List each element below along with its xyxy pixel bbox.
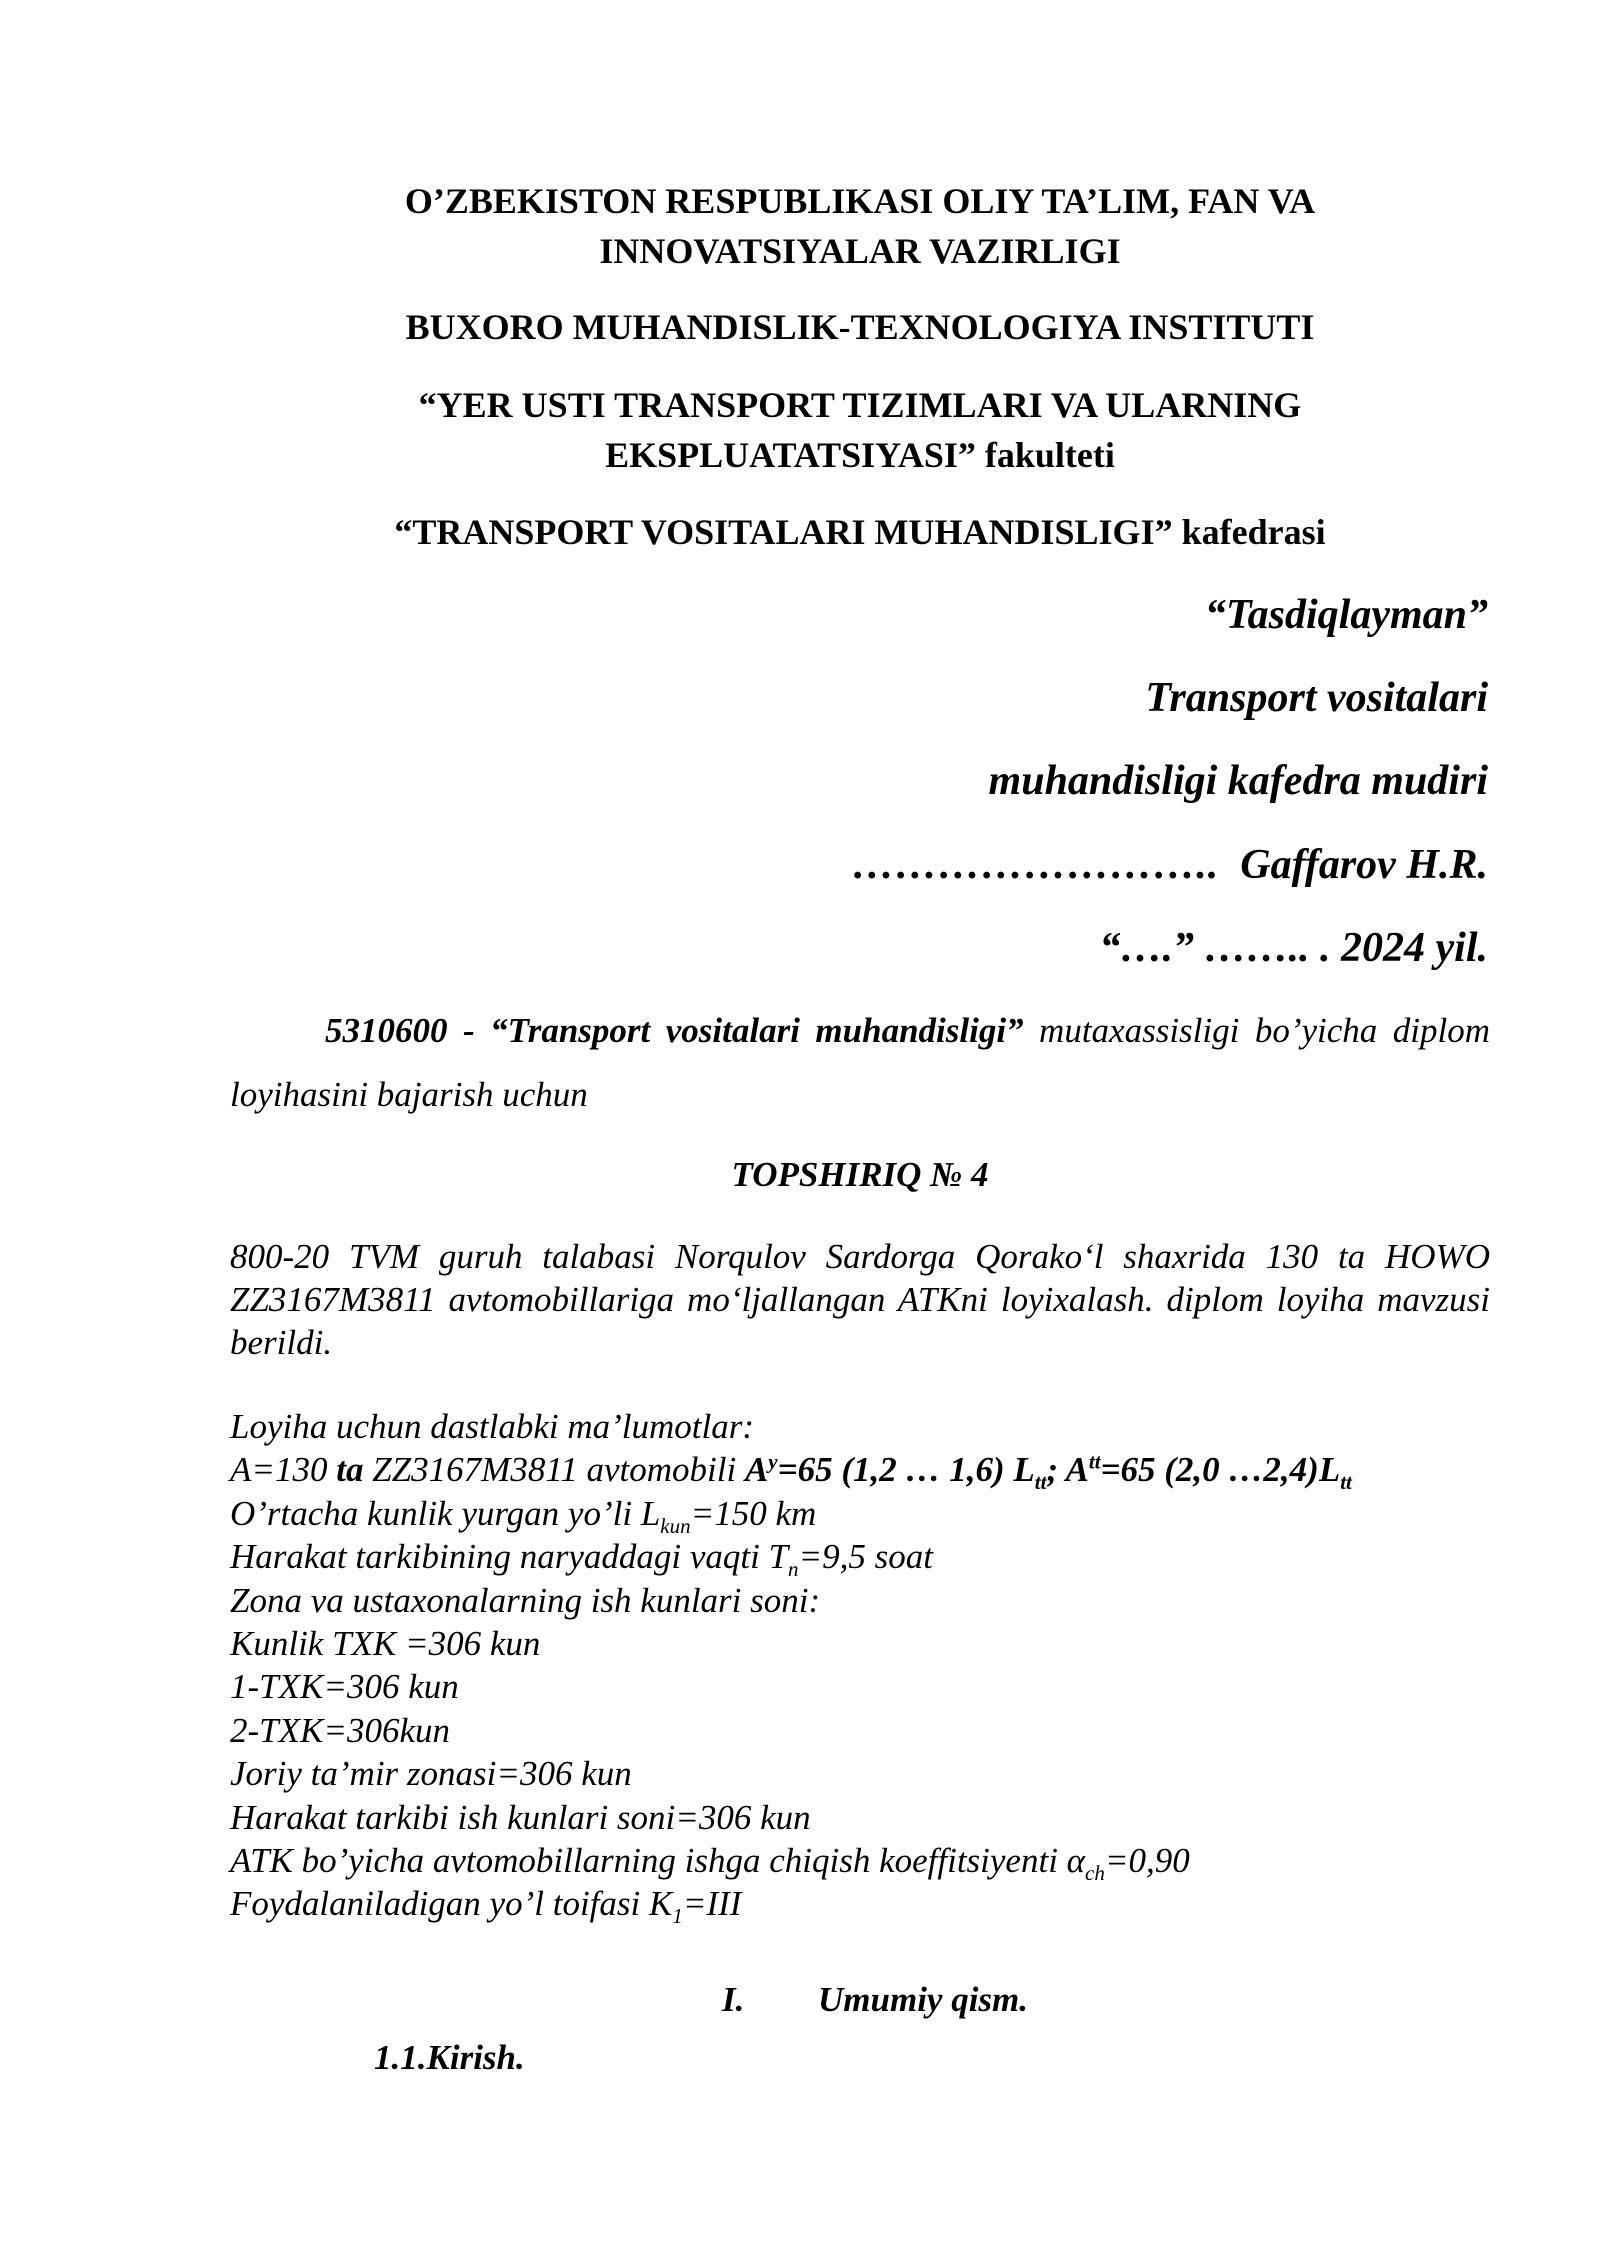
- coefficient-label: ATK bo’yicha avtomobillarning ishga chiqish koeffitsiyenti α: [230, 1841, 1086, 1881]
- vehicle-model: ZZ3167M3811 avtomobili: [363, 1450, 745, 1490]
- vehicle-unit: ta: [336, 1450, 364, 1490]
- formula-at-sub: tt: [1340, 1470, 1352, 1495]
- repair-zone-row: Joriy ta’mir zonasi=306 kun: [230, 1754, 632, 1794]
- approval-label: “Tasdiqlayman”: [1204, 592, 1488, 638]
- vehicle-count-row: [230, 1448, 1510, 1495]
- formula-ay-sup: y: [768, 1449, 778, 1474]
- ministry-heading: [230, 176, 1490, 276]
- approval-date: “….” …….. . 2024 yil.: [1099, 925, 1488, 971]
- duty-time-label: Harakat tarkibining naryaddagi vaqti T: [230, 1537, 789, 1577]
- institute-heading: BUXORO MUHANDISLIK-TEXNOLOGIYA INSTITUTI: [405, 307, 1315, 347]
- formula-separator: ; A: [1046, 1450, 1089, 1490]
- duty-time-row: [230, 1535, 1510, 1582]
- daily-run-row: [230, 1492, 1510, 1538]
- coefficient-sub: ch: [1085, 1861, 1105, 1886]
- subsection-title: 1.1.Kirish.: [374, 2038, 525, 2077]
- assignment-text: 800-20 TVM guruh talabasi Norqulov Sardorga Qorako‘l shaxrida 130 ta HOWO ZZ3167M3811 avtomobillariga mo‘ljallangan ATKni loyixalash. diplom loyiha mavzusi berildi.: [230, 1237, 1490, 1362]
- formula-ay-sub: tt: [1034, 1470, 1047, 1495]
- txk2-row: 2-TXK=306kun: [230, 1710, 450, 1750]
- faculty-heading: [230, 380, 1490, 480]
- road-category-row: [230, 1882, 1510, 1929]
- approval-line-1: Transport vositalari: [1145, 675, 1488, 721]
- daily-run-value: =150 km: [690, 1493, 817, 1533]
- faculty-suffix: fakulteti: [975, 435, 1115, 475]
- head-name: Gaffarov H.R.: [1240, 842, 1488, 888]
- faculty-line-1: “YER USTI TRANSPORT TIZIMLARI VA ULARNING: [418, 385, 1302, 425]
- daily-run-label: O’rtacha kunlik yurgan yo’li L: [230, 1493, 661, 1533]
- specialty-code: 5310600 - “Transport vositalari muhandisligi”: [325, 1011, 1024, 1050]
- daily-txk-row: Kunlik TXK =306 kun: [230, 1624, 541, 1664]
- duty-time-sub: n: [788, 1557, 799, 1582]
- duty-time-value: =9,5 soat: [798, 1537, 934, 1577]
- department-suffix: kafedrasi: [1172, 512, 1326, 552]
- section-number: I.: [722, 1980, 745, 2019]
- approval-signature-line: [488, 840, 1488, 890]
- work-days-row: Harakat tarkibi ish kunlari soni=306 kun: [230, 1797, 811, 1837]
- ministry-line-2: INNOVATSIYALAR VAZIRLIGI: [599, 231, 1121, 271]
- ministry-line-1: O’ZBEKISTON RESPUBLIKASI OLIY TA’LIM, FAN VA: [404, 181, 1316, 221]
- initial-data-list: [230, 1405, 1510, 1929]
- road-category-value: =III: [682, 1884, 742, 1924]
- txk1-row: 1-TXK=306 kun: [230, 1667, 459, 1707]
- formula-at-sup: tt: [1088, 1449, 1101, 1474]
- initial-data-heading: Loyiha uchun dastlabki ma’lumotlar:: [230, 1407, 754, 1446]
- road-category-label: Foydalaniladigan yo’l toifasi K: [230, 1884, 673, 1924]
- assignment-title: TOPSHIRIQ № 4: [731, 1155, 989, 1194]
- zones-heading: Zona va ustaxonalarning ish kunlari soni:: [230, 1580, 821, 1620]
- coefficient-value: =0,90: [1104, 1841, 1190, 1881]
- section-title: Umumiy qism.: [818, 1980, 1029, 2019]
- faculty-name-end: EKSPLUATATSIYASI”: [605, 435, 976, 475]
- vehicle-count: A=130: [230, 1450, 337, 1490]
- formula-ay-base: A: [744, 1450, 769, 1490]
- coefficient-row: [230, 1839, 1510, 1886]
- formula-ay-value: =65 (1,2 … 1,6) L: [777, 1450, 1035, 1490]
- formula-at-value: =65 (2,0 …2,4)L: [1100, 1450, 1341, 1490]
- department-name: “TRANSPORT VOSITALARI MUHANDISLIGI”: [394, 512, 1173, 552]
- department-heading: [230, 507, 1490, 557]
- road-category-sub: 1: [672, 1904, 683, 1929]
- formula-ay: [744, 1449, 1352, 1495]
- approval-line-2: muhandisligi kafedra mudiri: [988, 758, 1488, 804]
- intro-paragraph: [230, 999, 1490, 1127]
- faculty-line-2: [230, 430, 1490, 480]
- daily-run-sub: kun: [660, 1513, 691, 1538]
- intro-rest: mutaxassisligi bo’yicha diplom loyihasini bajarish uchun: [230, 1011, 1490, 1114]
- signature-dots: ……………………..: [852, 842, 1220, 888]
